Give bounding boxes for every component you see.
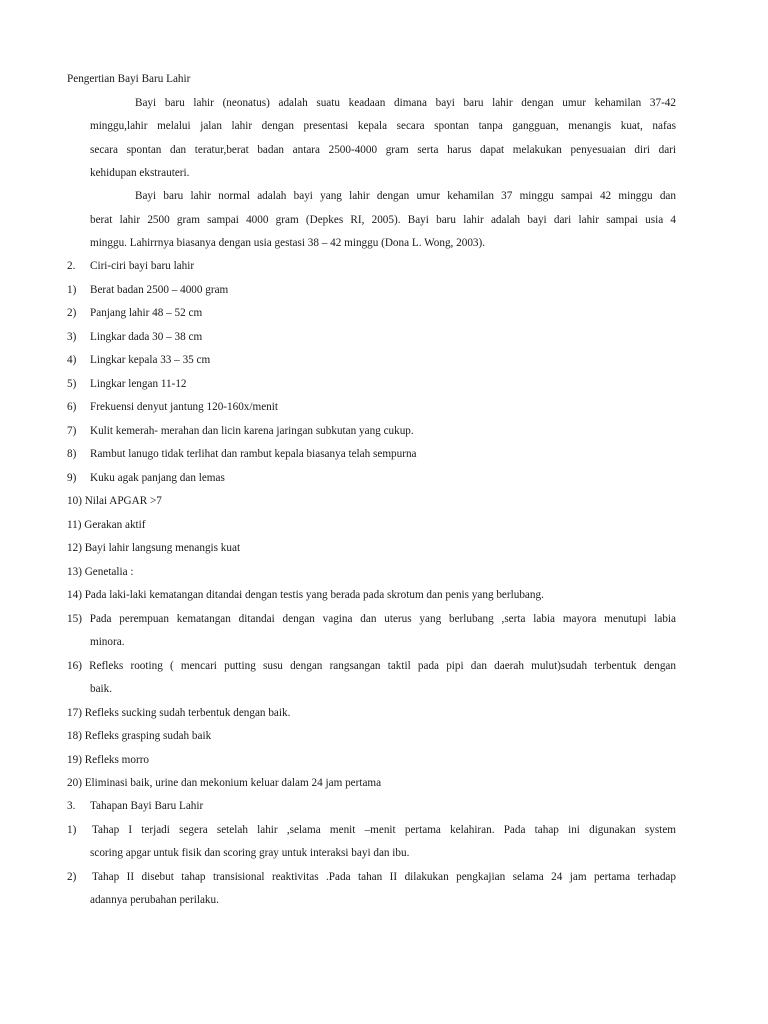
paragraph-1-line-2: minggu,lahir melalui jalan lahir dengan presentasi kepala secara spontan tanpa gangguan, menangis kuat, nafas [90,120,676,132]
list-item: 13) Genetalia : [67,566,134,578]
list-item-text: Kuku agak panjang dan lemas [90,472,225,484]
list-item: 11) Gerakan aktif [67,519,146,531]
stage-1-line-1: Tahap I terjadi segera setelah lahir ,selama menit –menit pertama kelahiran. Pada tahap ini digunakan system [92,824,676,836]
list-item-text: Kulit kemerah- merahan dan licin karena jaringan subkutan yang cukup. [90,425,414,437]
list-item: 19) Refleks morro [67,754,150,766]
stage-2-line-2: adannya perubahan perilaku. [90,894,219,906]
paragraph-1-line-4: kehidupan ekstrauteri. [90,167,190,179]
list-item: 10) Nilai APGAR >7 [67,495,162,507]
list-item-number: 6) [67,401,77,413]
list-item-number: 5) [67,378,77,390]
list-item-text: Rambut lanugo tidak terlihat dan rambut kepala biasanya telah sempurna [90,448,417,460]
list-item: 14) Pada laki-laki kematangan ditandai dengan testis yang berada pada skrotum dan penis yang berlubang. [67,589,544,601]
stage-1-line-2: scoring apgar untuk fisik dan scoring gray untuk interaksi bayi dan ibu. [90,847,410,859]
list-item-text: Panjang lahir 48 – 52 cm [90,307,203,319]
list-item-text: Lingkar dada 30 – 38 cm [90,331,203,343]
list-item: 18) Refleks grasping sudah baik [67,730,212,742]
list-item: 12) Bayi lahir langsung menangis kuat [67,542,241,554]
list-item-number: 1) [67,284,77,296]
stage-2-number: 2) [67,871,77,883]
list-item-15-line-1: 15) Pada perempuan kematangan ditandai dengan vagina dan uterus yang berlubang ,serta labia mayora menutupi labia [67,613,676,625]
list-item-number: 2) [67,307,77,319]
stage-1-number: 1) [67,824,77,836]
list-item-16-line-2: baik. [90,683,113,695]
list-item-number: 7) [67,425,77,437]
list-item-15-line-2: minora. [90,636,125,648]
paragraph-1-line-1: Bayi baru lahir (neonatus) adalah suatu keadaan dimana bayi baru lahir dengan umur kehamilan 37-42 [135,97,676,109]
section-3-number: 3. [67,800,76,812]
paragraph-1-line-3: secara spontan dan teratur,berat badan antara 2500-4000 gram serta harus dapat melakukan penyesuaian diri dari [90,144,676,156]
list-item-text: Lingkar lengan 11-12 [90,378,187,390]
list-item-number: 4) [67,354,77,366]
paragraph-2-line-2: berat lahir 2500 gram sampai 4000 gram (Depkes RI, 2005). Bayi baru lahir adalah bayi dari lahir sampai usia 4 [90,214,676,226]
paragraph-2-line-1: Bayi baru lahir normal adalah bayi yang lahir dengan umur kehamilan 37 minggu sampai 42 minggu dan [135,190,676,202]
list-item-text: Frekuensi denyut jantung 120-160x/menit [90,401,278,413]
list-item-number: 3) [67,331,77,343]
list-item-number: 8) [67,448,77,460]
list-item: 20) Eliminasi baik, urine dan mekonium keluar dalam 24 jam pertama [67,777,382,789]
page-heading: Pengertian Bayi Baru Lahir [67,73,191,85]
list-item-text: Berat badan 2500 – 4000 gram [90,284,229,296]
paragraph-2-line-3: minggu. Lahirrnya biasanya dengan usia gestasi 38 – 42 minggu (Dona L. Wong, 2003). [90,237,486,249]
section-3-title: Tahapan Bayi Baru Lahir [90,800,204,812]
section-2-title: Ciri-ciri bayi baru lahir [90,260,195,272]
section-2-number: 2. [67,260,76,272]
list-item-number: 9) [67,472,77,484]
list-item-16-line-1: 16) Refleks rooting ( mencari putting susu dengan rangsangan taktil pada pipi dan daerah mulut)sudah terbentuk dengan [67,660,676,672]
list-item: 17) Refleks sucking sudah terbentuk dengan baik. [67,707,291,719]
list-item-text: Lingkar kepala 33 – 35 cm [90,354,211,366]
stage-2-line-1: Tahap II disebut tahap transisional reaktivitas .Pada tahan II dilakukan pengkajian selama 24 jam pertama terhadap [92,871,676,883]
